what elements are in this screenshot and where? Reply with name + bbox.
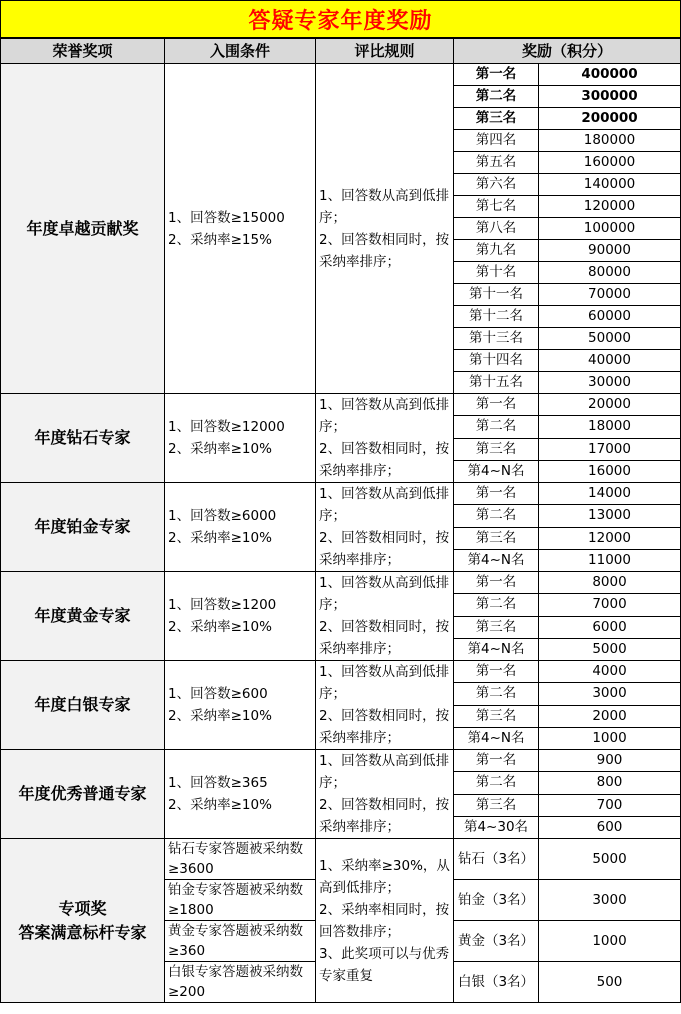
honor-name: 年度钻石专家 [1,394,165,483]
reward-rank: 第十一名 [454,284,539,306]
reward-points: 8000 [539,572,681,594]
reward-rank: 第三名 [454,705,539,727]
reward-points: 20000 [539,394,681,416]
honor-name: 年度优秀普通专家 [1,750,165,839]
reward-row [1,483,681,505]
reward-rank: 第五名 [454,152,539,174]
special-points: 5000 [539,839,681,880]
reward-points: 7000 [539,594,681,616]
reward-rank: 第4~N名 [454,460,539,482]
reward-rank: 第4~30名 [454,816,539,838]
entry-conditions: 1、回答数≥6000 2、采纳率≥10% [165,483,316,572]
reward-rank: 第三名 [454,794,539,816]
award-body [1,64,681,1003]
reward-points: 30000 [539,372,681,394]
reward-rank: 第一名 [454,394,539,416]
reward-points: 50000 [539,328,681,350]
reward-rank: 第九名 [454,240,539,262]
reward-row [1,394,681,416]
special-points: 500 [539,962,681,1003]
ranking-rules: 1、回答数从高到低排序； 2、回答数相同时，按采纳率排序； [316,483,454,572]
reward-points: 1000 [539,727,681,749]
honor-name: 年度白银专家 [1,661,165,750]
reward-rank: 第二名 [454,505,539,527]
special-rules: 1、采纳率≥30%，从高到低排序； 2、采纳率相同时，按回答数排序； 3、此奖项可以与优秀专家重复 [316,839,454,1003]
reward-points: 300000 [539,86,681,108]
special-rank: 黄金（3名） [454,921,539,962]
reward-row [1,572,681,594]
reward-points: 11000 [539,549,681,571]
ranking-rules: 1、回答数从高到低排序； 2、回答数相同时，按采纳率排序； [316,572,454,661]
entry-conditions: 1、回答数≥15000 2、采纳率≥15% [165,64,316,394]
ranking-rules: 1、回答数从高到低排序； 2、回答数相同时，按采纳率排序； [316,394,454,483]
special-points: 1000 [539,921,681,962]
sheet-title: 答疑专家年度奖励 [0,0,681,38]
reward-points: 3000 [539,683,681,705]
special-condition: 铂金专家答题被采纳数≥1800 [165,880,316,921]
reward-rank: 第二名 [454,772,539,794]
reward-rank: 第一名 [454,64,539,86]
header-conditions: 入围条件 [165,39,316,64]
reward-points: 70000 [539,284,681,306]
reward-points: 160000 [539,152,681,174]
reward-rank: 第4~N名 [454,549,539,571]
reward-rank: 第4~N名 [454,727,539,749]
reward-points: 800 [539,772,681,794]
special-reward-row [1,839,681,880]
reward-points: 40000 [539,350,681,372]
reward-points: 13000 [539,505,681,527]
reward-rank: 第十名 [454,262,539,284]
special-rank: 钻石（3名） [454,839,539,880]
honor-name: 年度卓越贡献奖 [1,64,165,394]
reward-rank: 第二名 [454,86,539,108]
reward-points: 140000 [539,174,681,196]
special-rank: 铂金（3名） [454,880,539,921]
reward-points: 700 [539,794,681,816]
header-honor: 荣誉奖项 [1,39,165,64]
reward-points: 80000 [539,262,681,284]
reward-points: 100000 [539,218,681,240]
reward-row [1,750,681,772]
special-rank: 白银（3名） [454,962,539,1003]
reward-rank: 第4~N名 [454,638,539,660]
reward-rank: 第十四名 [454,350,539,372]
award-table [0,38,681,1003]
ranking-rules: 1、回答数从高到低排序； 2、回答数相同时，按采纳率排序； [316,64,454,394]
entry-conditions: 1、回答数≥1200 2、采纳率≥10% [165,572,316,661]
special-condition: 钻石专家答题被采纳数≥3600 [165,839,316,880]
reward-points: 200000 [539,108,681,130]
ranking-rules: 1、回答数从高到低排序； 2、回答数相同时，按采纳率排序； [316,750,454,839]
reward-rank: 第一名 [454,572,539,594]
special-honor-line2: 答案满意标杆专家 [18,922,147,942]
reward-points: 5000 [539,638,681,660]
reward-points: 17000 [539,438,681,460]
reward-points: 120000 [539,196,681,218]
reward-points: 18000 [539,416,681,438]
reward-points: 60000 [539,306,681,328]
reward-points: 600 [539,816,681,838]
reward-rank: 第一名 [454,661,539,683]
reward-points: 180000 [539,130,681,152]
header-row [1,39,681,64]
reward-points: 16000 [539,460,681,482]
reward-rank: 第八名 [454,218,539,240]
reward-rank: 第十三名 [454,328,539,350]
reward-points: 12000 [539,527,681,549]
reward-points: 90000 [539,240,681,262]
reward-points: 900 [539,750,681,772]
special-honor-name [1,839,165,1003]
special-condition: 白银专家答题被采纳数≥200 [165,962,316,1003]
honor-name: 年度黄金专家 [1,572,165,661]
reward-points: 14000 [539,483,681,505]
reward-rank: 第四名 [454,130,539,152]
reward-points: 4000 [539,661,681,683]
reward-rank: 第三名 [454,616,539,638]
reward-rank: 第二名 [454,594,539,616]
reward-row [1,64,681,86]
reward-points: 400000 [539,64,681,86]
ranking-rules: 1、回答数从高到低排序； 2、回答数相同时，按采纳率排序； [316,661,454,750]
header-rewards: 奖励（积分） [454,39,681,64]
honor-name: 年度铂金专家 [1,483,165,572]
reward-rank: 第七名 [454,196,539,218]
special-honor-line1: 专项奖 [58,898,107,918]
reward-rank: 第六名 [454,174,539,196]
reward-rank: 第一名 [454,483,539,505]
special-points: 3000 [539,880,681,921]
reward-points: 6000 [539,616,681,638]
reward-rank: 第十二名 [454,306,539,328]
special-condition: 黄金专家答题被采纳数≥360 [165,921,316,962]
reward-rank: 第三名 [454,108,539,130]
reward-rank: 第十五名 [454,372,539,394]
reward-rank: 第三名 [454,527,539,549]
entry-conditions: 1、回答数≥600 2、采纳率≥10% [165,661,316,750]
reward-rank: 第三名 [454,438,539,460]
entry-conditions: 1、回答数≥12000 2、采纳率≥10% [165,394,316,483]
reward-rank: 第一名 [454,750,539,772]
entry-conditions: 1、回答数≥365 2、采纳率≥10% [165,750,316,839]
reward-rank: 第二名 [454,416,539,438]
reward-rank: 第二名 [454,683,539,705]
reward-row [1,661,681,683]
header-rules: 评比规则 [316,39,454,64]
reward-points: 2000 [539,705,681,727]
